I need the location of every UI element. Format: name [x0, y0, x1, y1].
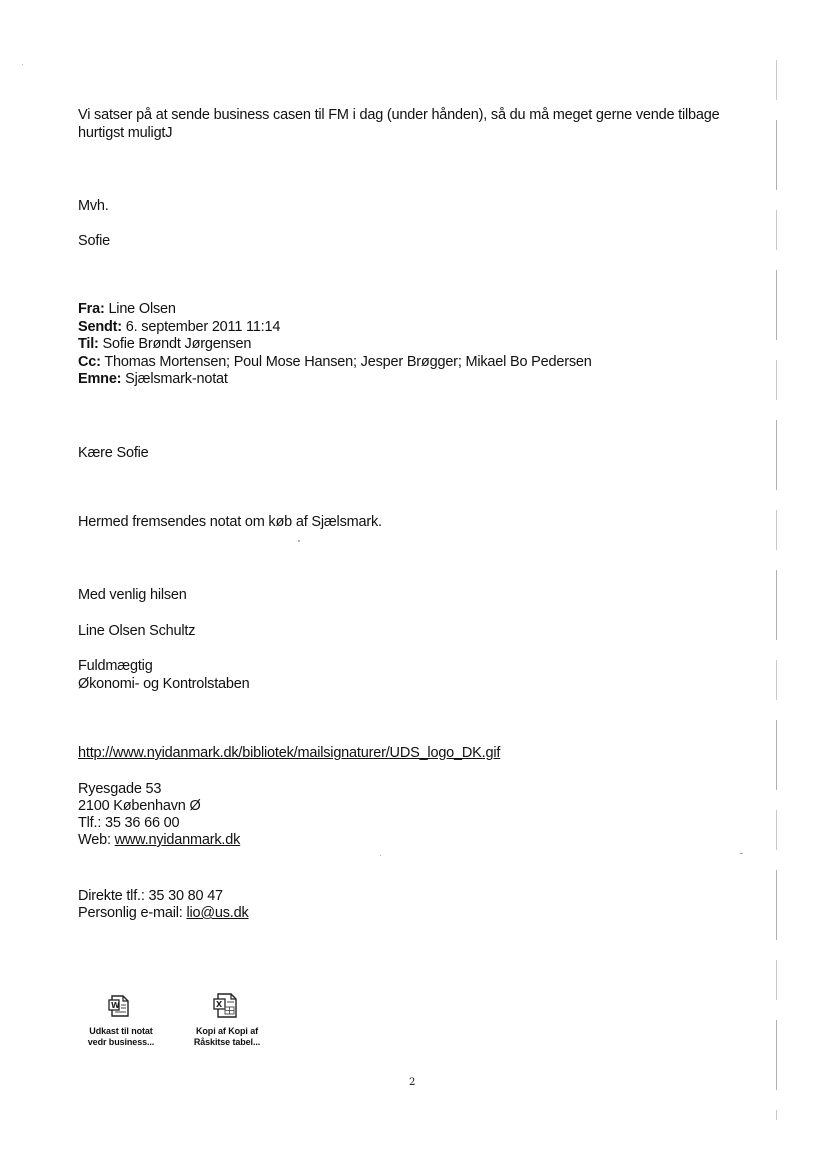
- logo-url-link[interactable]: http://www.nyidanmark.dk/bibliotek/mailsignaturer/UDS_logo_DK.gif: [78, 745, 501, 761]
- phone: Tlf.: 35 36 66 00: [78, 815, 180, 831]
- signoff-short: Mvh.: [78, 198, 109, 214]
- city: 2100 København Ø: [78, 798, 201, 814]
- attachment-label-line2: Råskitse tabel...: [193, 1037, 261, 1047]
- from-value: Line Olsen: [108, 301, 176, 317]
- scan-speck: [740, 853, 743, 854]
- sent-label: Sendt:: [78, 318, 122, 335]
- attachment-label-line1: Udkast til notat: [89, 1026, 153, 1036]
- header-cc-row: [78, 354, 592, 372]
- street: Ryesgade 53: [78, 781, 162, 797]
- subject-value: Sjælsmark-notat: [125, 371, 228, 387]
- direct-contact-block: [78, 888, 249, 922]
- attachment-label: [194, 1026, 260, 1048]
- email-intro-text: Vi satser på at sende business casen til FM i dag (under hånden), så du må meget gerne vende tilbage hurtigst muligtJ: [78, 107, 720, 141]
- email-row: [78, 905, 249, 922]
- sent-value: 6. september 2011 11:14: [125, 318, 281, 335]
- web-link[interactable]: www.nyidanmark.dk: [114, 832, 241, 848]
- signer-title: Fuldmægtig: [78, 658, 153, 674]
- email-link[interactable]: lio@us.dk: [186, 905, 249, 921]
- attachment-label-line2: vedr business...: [87, 1037, 155, 1047]
- attachment-label: [88, 1026, 154, 1048]
- header-from-row: [78, 301, 592, 319]
- attachment-label-line1: Kopi af Kopi af: [196, 1026, 258, 1036]
- signer-title-block: [78, 657, 250, 693]
- attachment-list: [80, 990, 268, 1048]
- header-sent-row: [78, 319, 592, 337]
- attachment-item[interactable]: [186, 990, 268, 1048]
- sender-name-short: Sofie: [78, 233, 111, 249]
- email-label: Personlig e-mail:: [78, 905, 183, 921]
- greeting: Kære Sofie: [78, 445, 149, 461]
- attachment-item[interactable]: [80, 990, 162, 1048]
- quoted-email-header: [78, 301, 592, 389]
- excel-document-icon: [210, 990, 244, 1020]
- cc-value: Thomas Mortensen; Poul Mose Hansen; Jesper Brøgger; Mikael Bo Pedersen: [104, 353, 592, 370]
- message-body: Hermed fremsendes notat om køb af Sjælsmark.: [78, 514, 382, 530]
- scan-speck: [380, 855, 381, 856]
- word-document-icon: [106, 990, 136, 1020]
- to-label: Til:: [78, 336, 99, 352]
- svg-text:X: X: [216, 1000, 223, 1009]
- closing: Med venlig hilsen: [78, 587, 187, 603]
- signer-name: Line Olsen Schultz: [78, 623, 196, 639]
- subject-label: Emne:: [78, 371, 122, 387]
- logo-url-link-row: [78, 744, 500, 762]
- web-row: [78, 832, 240, 849]
- scan-speck: [22, 64, 23, 65]
- from-label: Fra:: [78, 301, 105, 317]
- direct-phone: Direkte tlf.: 35 30 80 47: [78, 888, 223, 904]
- scan-edge-line: [776, 60, 777, 1120]
- signer-department: Økonomi- og Kontrolstaben: [78, 676, 250, 692]
- page-number: 2: [409, 1077, 416, 1088]
- header-to-row: [78, 336, 592, 354]
- to-value: Sofie Brøndt Jørgensen: [102, 336, 252, 352]
- cc-label: Cc:: [78, 353, 101, 370]
- scan-speck: [298, 540, 300, 542]
- header-subject-row: [78, 371, 592, 389]
- web-label: Web:: [78, 832, 111, 848]
- address-block: [78, 781, 240, 849]
- svg-text:W: W: [111, 1001, 120, 1010]
